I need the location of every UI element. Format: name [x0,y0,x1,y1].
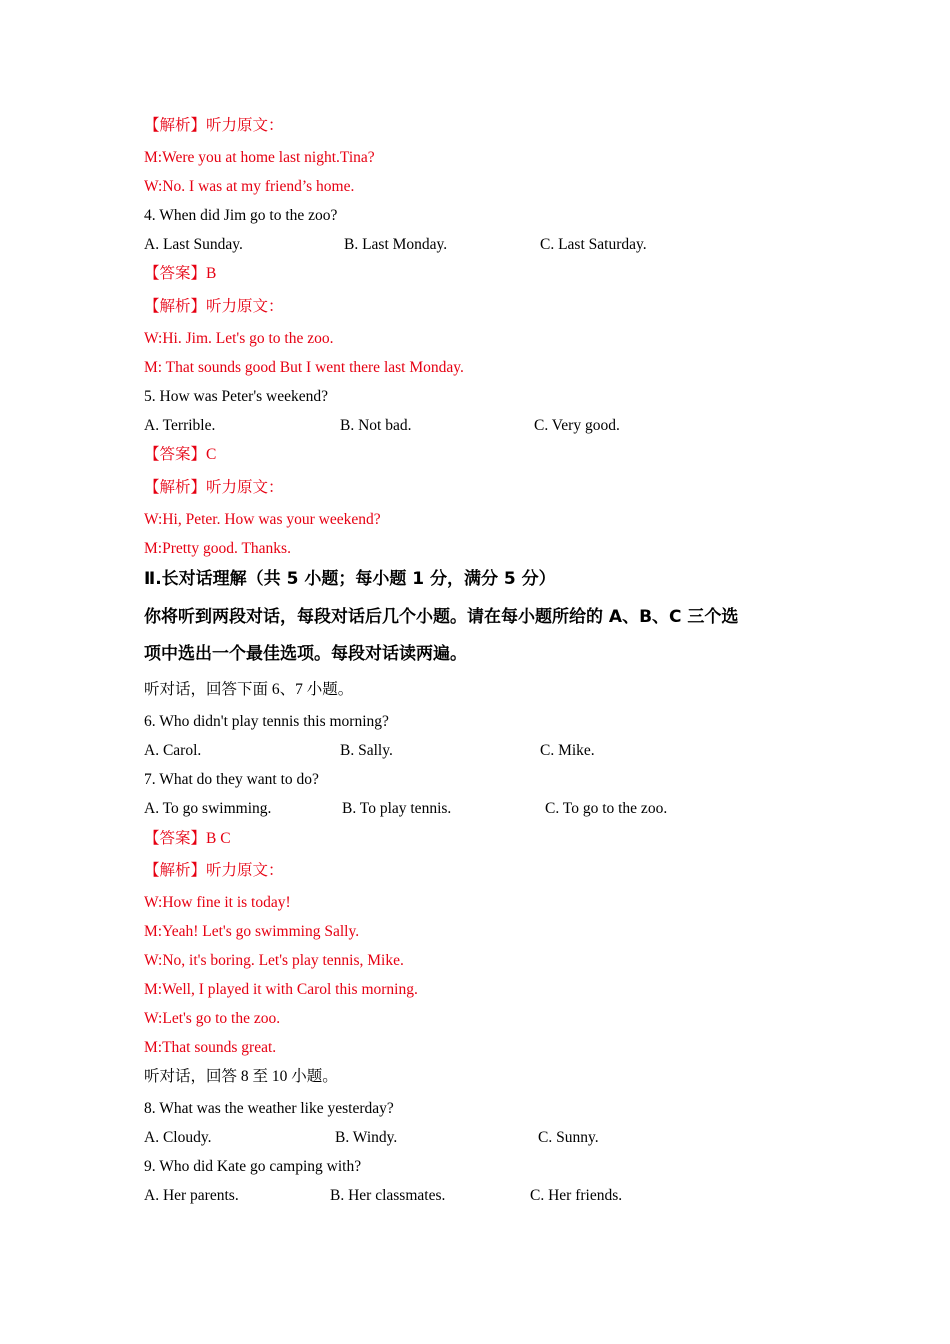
section2-instruction: 你将听到两段对话，每段对话后几个小题。请在每小题所给的 A、B、C 三个选 [144,607,739,627]
q9-question: 9. Who did Kate go camping with? [144,1158,362,1175]
q4-transcript-line: M: That sounds good But I went there last Monday. [144,359,464,376]
q7-option-a: A. To go swimming. [144,800,272,817]
q8-option-a: A. Cloudy. [144,1129,212,1146]
q8-option-b: B. Windy. [335,1129,398,1146]
q9-option-a: A. Her parents. [144,1187,239,1204]
q3-transcript-line: M:Were you at home last night.Tina? [144,149,375,166]
q5-transcript-line: W:Hi, Peter. How was your weekend? [144,511,381,528]
q6-option-a: A. Carol. [144,742,202,759]
q6-question: 6. Who didn't play tennis this morning? [144,713,389,730]
q5-option-a: A. Terrible. [144,417,216,434]
q5-option-c: C. Very good. [534,417,620,434]
dialog1-transcript-line: M:Well, I played it with Carol this morning. [144,981,418,998]
q5-option-b: B. Not bad. [340,417,412,434]
dialog1-intro: 听对话，回答下面 6、7 小题。 [144,681,354,698]
dialog1-analysis-label: 【解析】听力原文： [144,862,284,879]
section2-instruction: 项中选出一个最佳选项。每段对话读两遍。 [144,644,467,664]
q5-question: 5. How was Peter's weekend? [144,388,329,405]
dialog2-intro: 听对话，回答 8 至 10 小题。 [144,1068,338,1085]
q7-option-b: B. To play tennis. [342,800,452,817]
section2-heading: Ⅱ.长对话理解（共 5 小题；每小题 1 分，满分 5 分） [144,569,556,589]
q4-analysis-label: 【解析】听力原文： [144,298,284,315]
dialog1-transcript-line: M:Yeah! Let's go swimming Sally. [144,923,360,940]
q5-analysis-label: 【解析】听力原文： [144,479,284,496]
q9-option-b: B. Her classmates. [330,1187,446,1204]
dialog1-transcript-line: W:Let's go to the zoo. [144,1010,281,1027]
dialog1-answer: 【答案】B C [144,830,231,847]
q4-answer: 【答案】B [144,265,217,282]
q9-option-c: C. Her friends. [530,1187,623,1204]
q4-option-b: B. Last Monday. [344,236,448,253]
q8-question: 8. What was the weather like yesterday? [144,1100,394,1117]
q4-option-c: C. Last Saturday. [540,236,647,253]
q4-transcript-line: W:Hi. Jim. Let's go to the zoo. [144,330,334,347]
q3-analysis-label: 【解析】听力原文： [144,117,284,134]
q7-option-c: C. To go to the zoo. [545,800,668,817]
q8-option-c: C. Sunny. [538,1129,599,1146]
dialog1-transcript-line: W:How fine it is today! [144,894,291,911]
q6-option-c: C. Mike. [540,742,595,759]
q3-transcript-line: W:No. I was at my friend’s home. [144,178,355,195]
q4-option-a: A. Last Sunday. [144,236,243,253]
dialog1-transcript-line: W:No, it's boring. Let's play tennis, Mike. [144,952,404,969]
dialog1-transcript-line: M:That sounds great. [144,1039,277,1056]
q5-answer: 【答案】C [144,446,217,463]
q6-option-b: B. Sally. [340,742,393,759]
q4-question: 4. When did Jim go to the zoo? [144,207,338,224]
q7-question: 7. What do they want to do? [144,771,319,788]
q5-transcript-line: M:Pretty good. Thanks. [144,540,291,557]
